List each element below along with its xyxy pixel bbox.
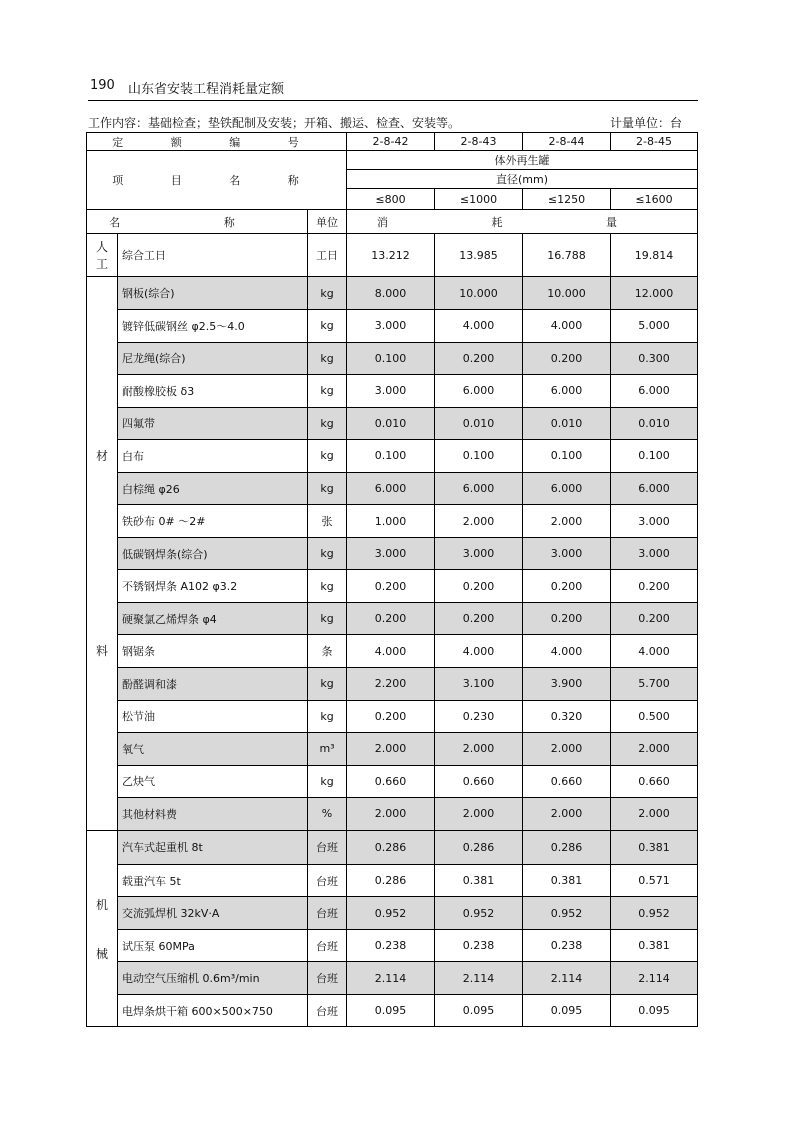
category-char: 材 xyxy=(95,449,108,464)
item-value: 0.100 xyxy=(347,342,435,375)
item-unit: 台班 xyxy=(308,929,347,962)
item-name: 镀锌低碳钢丝 φ2.5～4.0 xyxy=(118,310,308,343)
table-row xyxy=(87,472,698,505)
item-value: 3.000 xyxy=(611,537,698,570)
category-char: 工 xyxy=(95,257,108,271)
item-value: 2.000 xyxy=(347,733,435,766)
item-value: 4.000 xyxy=(347,635,435,668)
item-name: 不锈钢焊条 A102 φ3.2 xyxy=(118,570,308,603)
item-value: 6.000 xyxy=(611,472,698,505)
item-unit: kg xyxy=(308,375,347,408)
item-unit: kg xyxy=(308,277,347,310)
table-row xyxy=(87,440,698,473)
table-row xyxy=(87,962,698,995)
item-value: 0.660 xyxy=(435,765,523,798)
item-value: 6.000 xyxy=(347,472,435,505)
item-value: 2.200 xyxy=(347,668,435,701)
table-row xyxy=(87,798,698,831)
table-row xyxy=(87,342,698,375)
item-value: 2.114 xyxy=(523,962,611,995)
table-row xyxy=(87,375,698,408)
item-value: 4.000 xyxy=(611,635,698,668)
item-value: 2.000 xyxy=(347,798,435,831)
item-value: 0.095 xyxy=(611,994,698,1027)
item-value: 0.320 xyxy=(523,700,611,733)
item-value: 0.660 xyxy=(611,765,698,798)
item-unit: m³ xyxy=(308,733,347,766)
work-content: 工作内容：基础检查；垫铁配制及安装；开箱、搬运、检查、安装等。 xyxy=(88,116,461,130)
item-name: 综合工日 xyxy=(118,234,308,277)
item-value: 0.200 xyxy=(435,570,523,603)
consume-header: 消 耗 量 xyxy=(347,210,698,234)
item-name: 氧气 xyxy=(118,733,308,766)
item-value: 0.300 xyxy=(611,342,698,375)
item-value: 0.200 xyxy=(435,602,523,635)
item-name: 硬聚氯乙烯焊条 φ4 xyxy=(118,602,308,635)
item-name: 四氟带 xyxy=(118,407,308,440)
item-value: 3.900 xyxy=(523,668,611,701)
measure-unit: 计量单位：台 xyxy=(609,116,682,130)
item-value: 0.238 xyxy=(347,929,435,962)
item-value: 0.200 xyxy=(347,570,435,603)
item-name: 尼龙绳(综合) xyxy=(118,342,308,375)
param-label: 直径(mm) xyxy=(347,170,698,189)
item-value: 2.000 xyxy=(523,505,611,538)
item-value: 6.000 xyxy=(435,375,523,408)
table-row xyxy=(87,407,698,440)
item-value: 0.238 xyxy=(523,929,611,962)
item-unit: kg xyxy=(308,342,347,375)
category-char: 机 xyxy=(95,897,108,912)
item-unit: kg xyxy=(308,537,347,570)
work-content-line xyxy=(88,114,698,132)
item-value: 12.000 xyxy=(611,277,698,310)
item-unit: kg xyxy=(308,310,347,343)
item-unit: kg xyxy=(308,602,347,635)
item-unit: kg xyxy=(308,472,347,505)
table-row xyxy=(87,733,698,766)
quota-code: 2-8-43 xyxy=(435,133,523,151)
item-unit: 工日 xyxy=(308,234,347,277)
quota-code: 2-8-42 xyxy=(347,133,435,151)
item-name: 钢锯条 xyxy=(118,635,308,668)
item-value: 2.114 xyxy=(611,962,698,995)
item-name: 酚醛调和漆 xyxy=(118,668,308,701)
item-value: 0.010 xyxy=(611,407,698,440)
item-value: 2.000 xyxy=(523,733,611,766)
table-row xyxy=(87,635,698,668)
item-value: 0.200 xyxy=(347,700,435,733)
table-row xyxy=(87,929,698,962)
item-value: 0.286 xyxy=(435,830,523,864)
item-value: 4.000 xyxy=(523,635,611,668)
item-value: 0.286 xyxy=(523,830,611,864)
item-value: 3.000 xyxy=(347,537,435,570)
param-value: ≤1250 xyxy=(523,189,611,210)
item-value: 0.952 xyxy=(347,897,435,930)
item-value: 0.095 xyxy=(523,994,611,1027)
item-value: 0.952 xyxy=(523,897,611,930)
item-value: 2.000 xyxy=(435,505,523,538)
item-value: 2.114 xyxy=(347,962,435,995)
category-cell xyxy=(87,277,118,831)
category-char: 料 xyxy=(95,644,108,659)
item-value: 0.381 xyxy=(523,864,611,897)
item-value: 0.100 xyxy=(435,440,523,473)
category-cell xyxy=(87,830,118,1027)
table-row xyxy=(87,668,698,701)
table-row xyxy=(87,310,698,343)
item-name: 载重汽车 5t xyxy=(118,864,308,897)
item-value: 5.000 xyxy=(611,310,698,343)
page-header xyxy=(88,76,698,101)
item-value: 0.286 xyxy=(347,830,435,864)
item-value: 0.660 xyxy=(523,765,611,798)
item-value: 3.000 xyxy=(611,505,698,538)
param-value: ≤1000 xyxy=(435,189,523,210)
item-value: 8.000 xyxy=(347,277,435,310)
item-value: 0.100 xyxy=(611,440,698,473)
item-unit: kg xyxy=(308,765,347,798)
item-name: 电焊条烘干箱 600×500×750 xyxy=(118,994,308,1027)
table-row xyxy=(87,765,698,798)
item-value: 0.200 xyxy=(523,570,611,603)
item-value: 19.814 xyxy=(611,234,698,277)
table-row xyxy=(87,602,698,635)
item-value: 2.000 xyxy=(611,733,698,766)
item-name: 试压泵 60MPa xyxy=(118,929,308,962)
item-value: 0.010 xyxy=(435,407,523,440)
item-value: 0.660 xyxy=(347,765,435,798)
item-value: 6.000 xyxy=(523,375,611,408)
item-unit: 台班 xyxy=(308,994,347,1027)
item-value: 0.200 xyxy=(347,602,435,635)
table-row xyxy=(87,277,698,310)
page-number: 190 xyxy=(90,78,115,93)
item-value: 5.700 xyxy=(611,668,698,701)
table-row xyxy=(87,234,698,277)
quota-table xyxy=(86,132,698,1027)
item-value: 0.230 xyxy=(435,700,523,733)
item-value: 0.500 xyxy=(611,700,698,733)
unit-column-header: 单位 xyxy=(308,210,347,234)
book-title: 山东省安装工程消耗量定额 xyxy=(128,82,285,97)
item-value: 0.286 xyxy=(347,864,435,897)
table-row xyxy=(87,864,698,897)
column-header-row xyxy=(87,210,698,234)
item-value: 10.000 xyxy=(523,277,611,310)
param-value: ≤1600 xyxy=(611,189,698,210)
item-value: 0.381 xyxy=(611,830,698,864)
quota-code-row xyxy=(87,133,698,151)
item-value: 0.095 xyxy=(347,994,435,1027)
project-label: 项 目 名 称 xyxy=(87,151,347,210)
item-value: 6.000 xyxy=(611,375,698,408)
item-unit: % xyxy=(308,798,347,831)
category-char: 人 xyxy=(95,240,108,254)
equipment-name: 体外再生罐 xyxy=(347,151,698,170)
category-cell xyxy=(87,234,118,277)
item-value: 0.952 xyxy=(435,897,523,930)
item-value: 0.100 xyxy=(523,440,611,473)
category-char: 械 xyxy=(95,946,108,961)
item-name: 乙炔气 xyxy=(118,765,308,798)
item-value: 2.000 xyxy=(435,733,523,766)
item-name: 耐酸橡胶板 δ3 xyxy=(118,375,308,408)
item-name: 松节油 xyxy=(118,700,308,733)
item-value: 2.114 xyxy=(435,962,523,995)
item-unit: kg xyxy=(308,407,347,440)
item-unit: kg xyxy=(308,440,347,473)
item-unit: kg xyxy=(308,570,347,603)
item-value: 0.010 xyxy=(523,407,611,440)
item-value: 6.000 xyxy=(523,472,611,505)
item-value: 0.200 xyxy=(611,602,698,635)
item-value: 3.000 xyxy=(347,310,435,343)
item-value: 0.381 xyxy=(611,929,698,962)
item-value: 6.000 xyxy=(435,472,523,505)
item-name: 汽车式起重机 8t xyxy=(118,830,308,864)
item-unit: 台班 xyxy=(308,830,347,864)
table-row xyxy=(87,897,698,930)
item-value: 0.200 xyxy=(435,342,523,375)
item-value: 0.010 xyxy=(347,407,435,440)
table-row xyxy=(87,830,698,864)
item-name: 铁砂布 0# ～2# xyxy=(118,505,308,538)
item-value: 13.985 xyxy=(435,234,523,277)
item-value: 10.000 xyxy=(435,277,523,310)
item-unit: kg xyxy=(308,668,347,701)
item-value: 4.000 xyxy=(435,635,523,668)
item-value: 0.200 xyxy=(523,602,611,635)
item-unit: 张 xyxy=(308,505,347,538)
item-value: 0.571 xyxy=(611,864,698,897)
item-value: 0.238 xyxy=(435,929,523,962)
quota-label: 定 额 编 号 xyxy=(87,133,347,151)
table-row xyxy=(87,570,698,603)
item-name: 低碳钢焊条(综合) xyxy=(118,537,308,570)
table-row xyxy=(87,537,698,570)
item-value: 3.000 xyxy=(435,537,523,570)
item-value: 2.000 xyxy=(435,798,523,831)
item-value: 2.000 xyxy=(611,798,698,831)
quota-code: 2-8-45 xyxy=(611,133,698,151)
item-value: 0.200 xyxy=(611,570,698,603)
item-value: 2.000 xyxy=(523,798,611,831)
item-value: 0.952 xyxy=(611,897,698,930)
item-name: 交流弧焊机 32kV·A xyxy=(118,897,308,930)
quota-code: 2-8-44 xyxy=(523,133,611,151)
item-value: 3.100 xyxy=(435,668,523,701)
item-value: 1.000 xyxy=(347,505,435,538)
table-row xyxy=(87,994,698,1027)
param-value: ≤800 xyxy=(347,189,435,210)
item-value: 0.100 xyxy=(347,440,435,473)
name-column-header: 名 称 xyxy=(87,210,308,234)
item-name: 其他材料费 xyxy=(118,798,308,831)
item-name: 钢板(综合) xyxy=(118,277,308,310)
item-value: 0.095 xyxy=(435,994,523,1027)
item-value: 16.788 xyxy=(523,234,611,277)
item-value: 0.381 xyxy=(435,864,523,897)
table-row xyxy=(87,700,698,733)
item-name: 白布 xyxy=(118,440,308,473)
item-value: 13.212 xyxy=(347,234,435,277)
item-unit: kg xyxy=(308,700,347,733)
item-unit: 台班 xyxy=(308,962,347,995)
item-name: 白棕绳 φ26 xyxy=(118,472,308,505)
item-unit: 台班 xyxy=(308,864,347,897)
equipment-row xyxy=(87,151,698,170)
item-name: 电动空气压缩机 0.6m³/min xyxy=(118,962,308,995)
item-value: 3.000 xyxy=(347,375,435,408)
item-value: 0.200 xyxy=(523,342,611,375)
item-value: 4.000 xyxy=(435,310,523,343)
item-unit: 台班 xyxy=(308,897,347,930)
item-unit: 条 xyxy=(308,635,347,668)
item-value: 4.000 xyxy=(523,310,611,343)
item-value: 3.000 xyxy=(523,537,611,570)
table-row xyxy=(87,505,698,538)
